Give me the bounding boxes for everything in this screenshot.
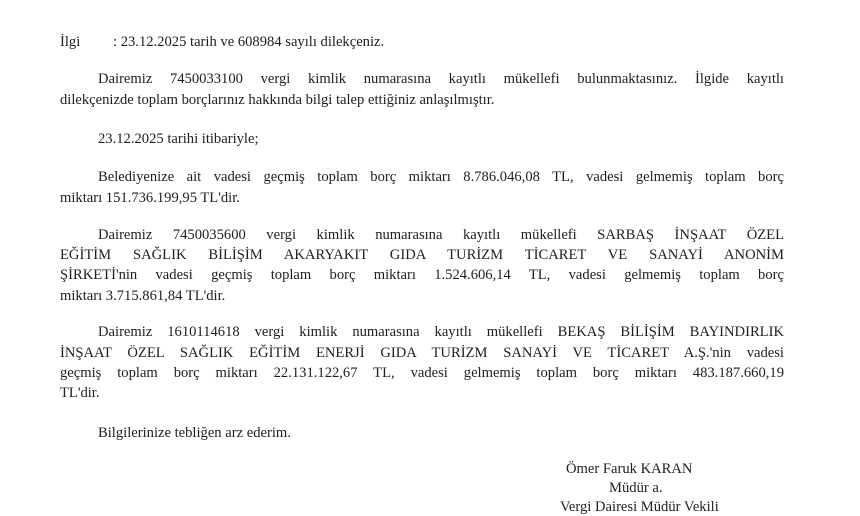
paragraph-1-line-1: Dairemiz 7450033100 vergi kimlik numarasına kayıtlı mükellefi bulunmaktasınız. İlgide kayıtlı (98, 71, 784, 87)
signatory-title: Vergi Dairesi Müdür Vekili (560, 499, 719, 515)
paragraph-4-line-3: ŞİRKETİ'nin vadesi geçmiş toplam borç miktarı 1.524.606,14 TL, vadesi gelmemiş toplam borç (60, 267, 784, 283)
paragraph-5-line-4: TL'dir. (60, 385, 100, 401)
reference-label: İlgi (60, 34, 81, 50)
paragraph-5-line-3: geçmiş toplam borç miktarı 22.131.122,67 TL, vadesi gelmemiş toplam borç miktarı 483.187.660,19 (60, 365, 784, 381)
signatory-name: Ömer Faruk KARAN (566, 461, 693, 477)
paragraph-5-line-1: Dairemiz 1610114618 vergi kimlik numarasına kayıtlı mükellefi BEKAŞ BİLİŞİM BAYINDIRLIK (98, 324, 784, 340)
paragraph-4-line-1: Dairemiz 7450035600 vergi kimlik numarasına kayıtlı mükellefi SARBAŞ İNŞAAT ÖZEL (98, 227, 784, 243)
paragraph-5-line-2: İNŞAAT ÖZEL SAĞLIK EĞİTİM ENERJİ GIDA TURİZM SANAYİ VE TİCARET A.Ş.'nin vadesi (60, 345, 784, 361)
paragraph-2-line-1: 23.12.2025 tarihi itibariyle; (98, 131, 259, 147)
signatory-role: Müdür a. (609, 480, 663, 496)
paragraph-3-line-1: Belediyenize ait vadesi geçmiş toplam borç miktarı 8.786.046,08 TL, vadesi gelmemiş toplam borç (98, 169, 784, 185)
paragraph-6-line-1: Bilgilerinize tebliğen arz ederim. (98, 425, 291, 441)
reference-value: : 23.12.2025 tarih ve 608984 sayılı dilekçeniz. (113, 34, 385, 50)
paragraph-4-line-2: EĞİTİM SAĞLIK BİLİŞİM AKARYAKIT GIDA TURİZM TİCARET VE SANAYİ ANONİM (60, 247, 784, 263)
paragraph-4-line-4: miktarı 3.715.861,84 TL'dir. (60, 288, 226, 304)
paragraph-3-line-2: miktarı 151.736.199,95 TL'dir. (60, 190, 240, 206)
paragraph-1-line-2: dilekçenizde toplam borçlarınız hakkında bilgi talep ettiğiniz anlaşılmıştır. (60, 92, 495, 108)
